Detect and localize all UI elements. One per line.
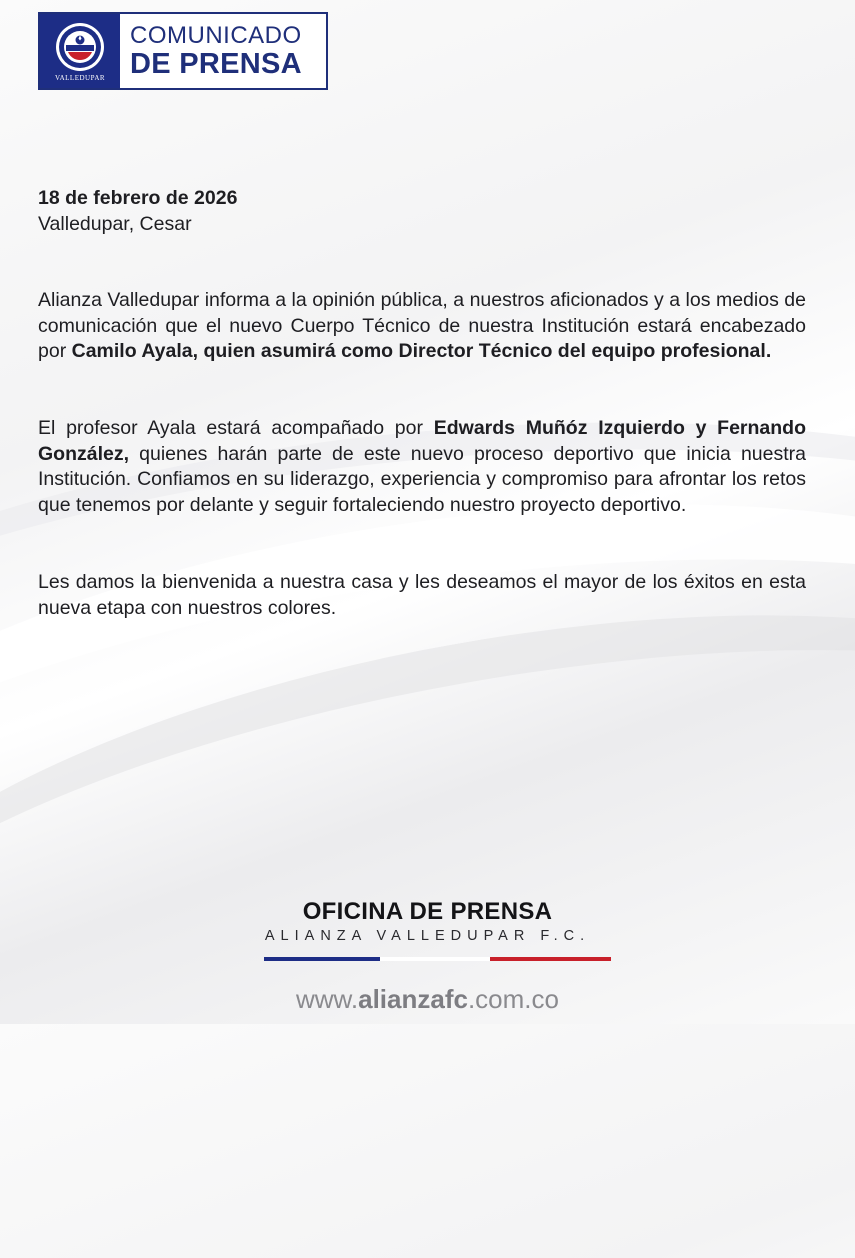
release-place: Valledupar, Cesar bbox=[38, 212, 192, 235]
url-prefix: www. bbox=[296, 984, 359, 1014]
club-crest-icon bbox=[54, 21, 106, 73]
background-swoosh bbox=[0, 418, 855, 1201]
paragraph-1-text: Alianza Valledupar informa a la opinión pública, a nuestros aficionados y a los medios de comunicación que el nuevo Cuerpo Técnico de nuestra Institución estará encabezado por bbox=[38, 289, 806, 362]
paragraph-2-text-a: El profesor Ayala estará acompañado por bbox=[38, 417, 434, 439]
url-suffix: .com.co bbox=[467, 984, 559, 1014]
club-logo bbox=[40, 14, 120, 88]
flag-color-bars bbox=[264, 957, 611, 961]
url-domain: alianzafc bbox=[358, 984, 468, 1014]
footer-subtitle: ALIANZA VALLEDUPAR F.C. bbox=[264, 928, 591, 944]
background-swoosh bbox=[0, 522, 855, 1258]
paragraph-2-text-b: quienes harán parte de este nuevo proceso deportivo que inicia nuestra Institución. Confiamos en su liderazgo, experiencia y compromiso para afrontar los retos que tenemos por delante y seguir fortaleciendo nuestro proyecto deportivo. bbox=[38, 442, 806, 516]
paragraph-2-bold: Edwards Muñóz Izquierdo y Fernando González, bbox=[38, 417, 806, 465]
badge-title-line2: DE PRENSA bbox=[130, 48, 302, 80]
badge-title-line1: COMUNICADO bbox=[130, 22, 302, 49]
footer-title: OFICINA DE PRENSA bbox=[302, 898, 553, 925]
bar-red bbox=[490, 957, 611, 961]
website-url[interactable] bbox=[0, 984, 855, 1015]
paragraph-1-bold: Camilo Ayala, quien asumirá como Director Técnico del equipo profesional. bbox=[71, 340, 772, 362]
bar-white bbox=[380, 957, 490, 961]
paragraph-2 bbox=[38, 416, 806, 518]
release-date: 18 de febrero de 2026 bbox=[38, 187, 238, 209]
bar-blue bbox=[264, 957, 380, 961]
press-release-badge bbox=[38, 12, 328, 90]
paragraph-1 bbox=[38, 288, 806, 365]
logo-city-label: VALLEDUPAR bbox=[54, 73, 106, 82]
paragraph-3: Les damos la bienvenida a nuestra casa y les deseamos el mayor de los éxitos en esta nueva etapa con nuestros colores. bbox=[38, 571, 806, 619]
